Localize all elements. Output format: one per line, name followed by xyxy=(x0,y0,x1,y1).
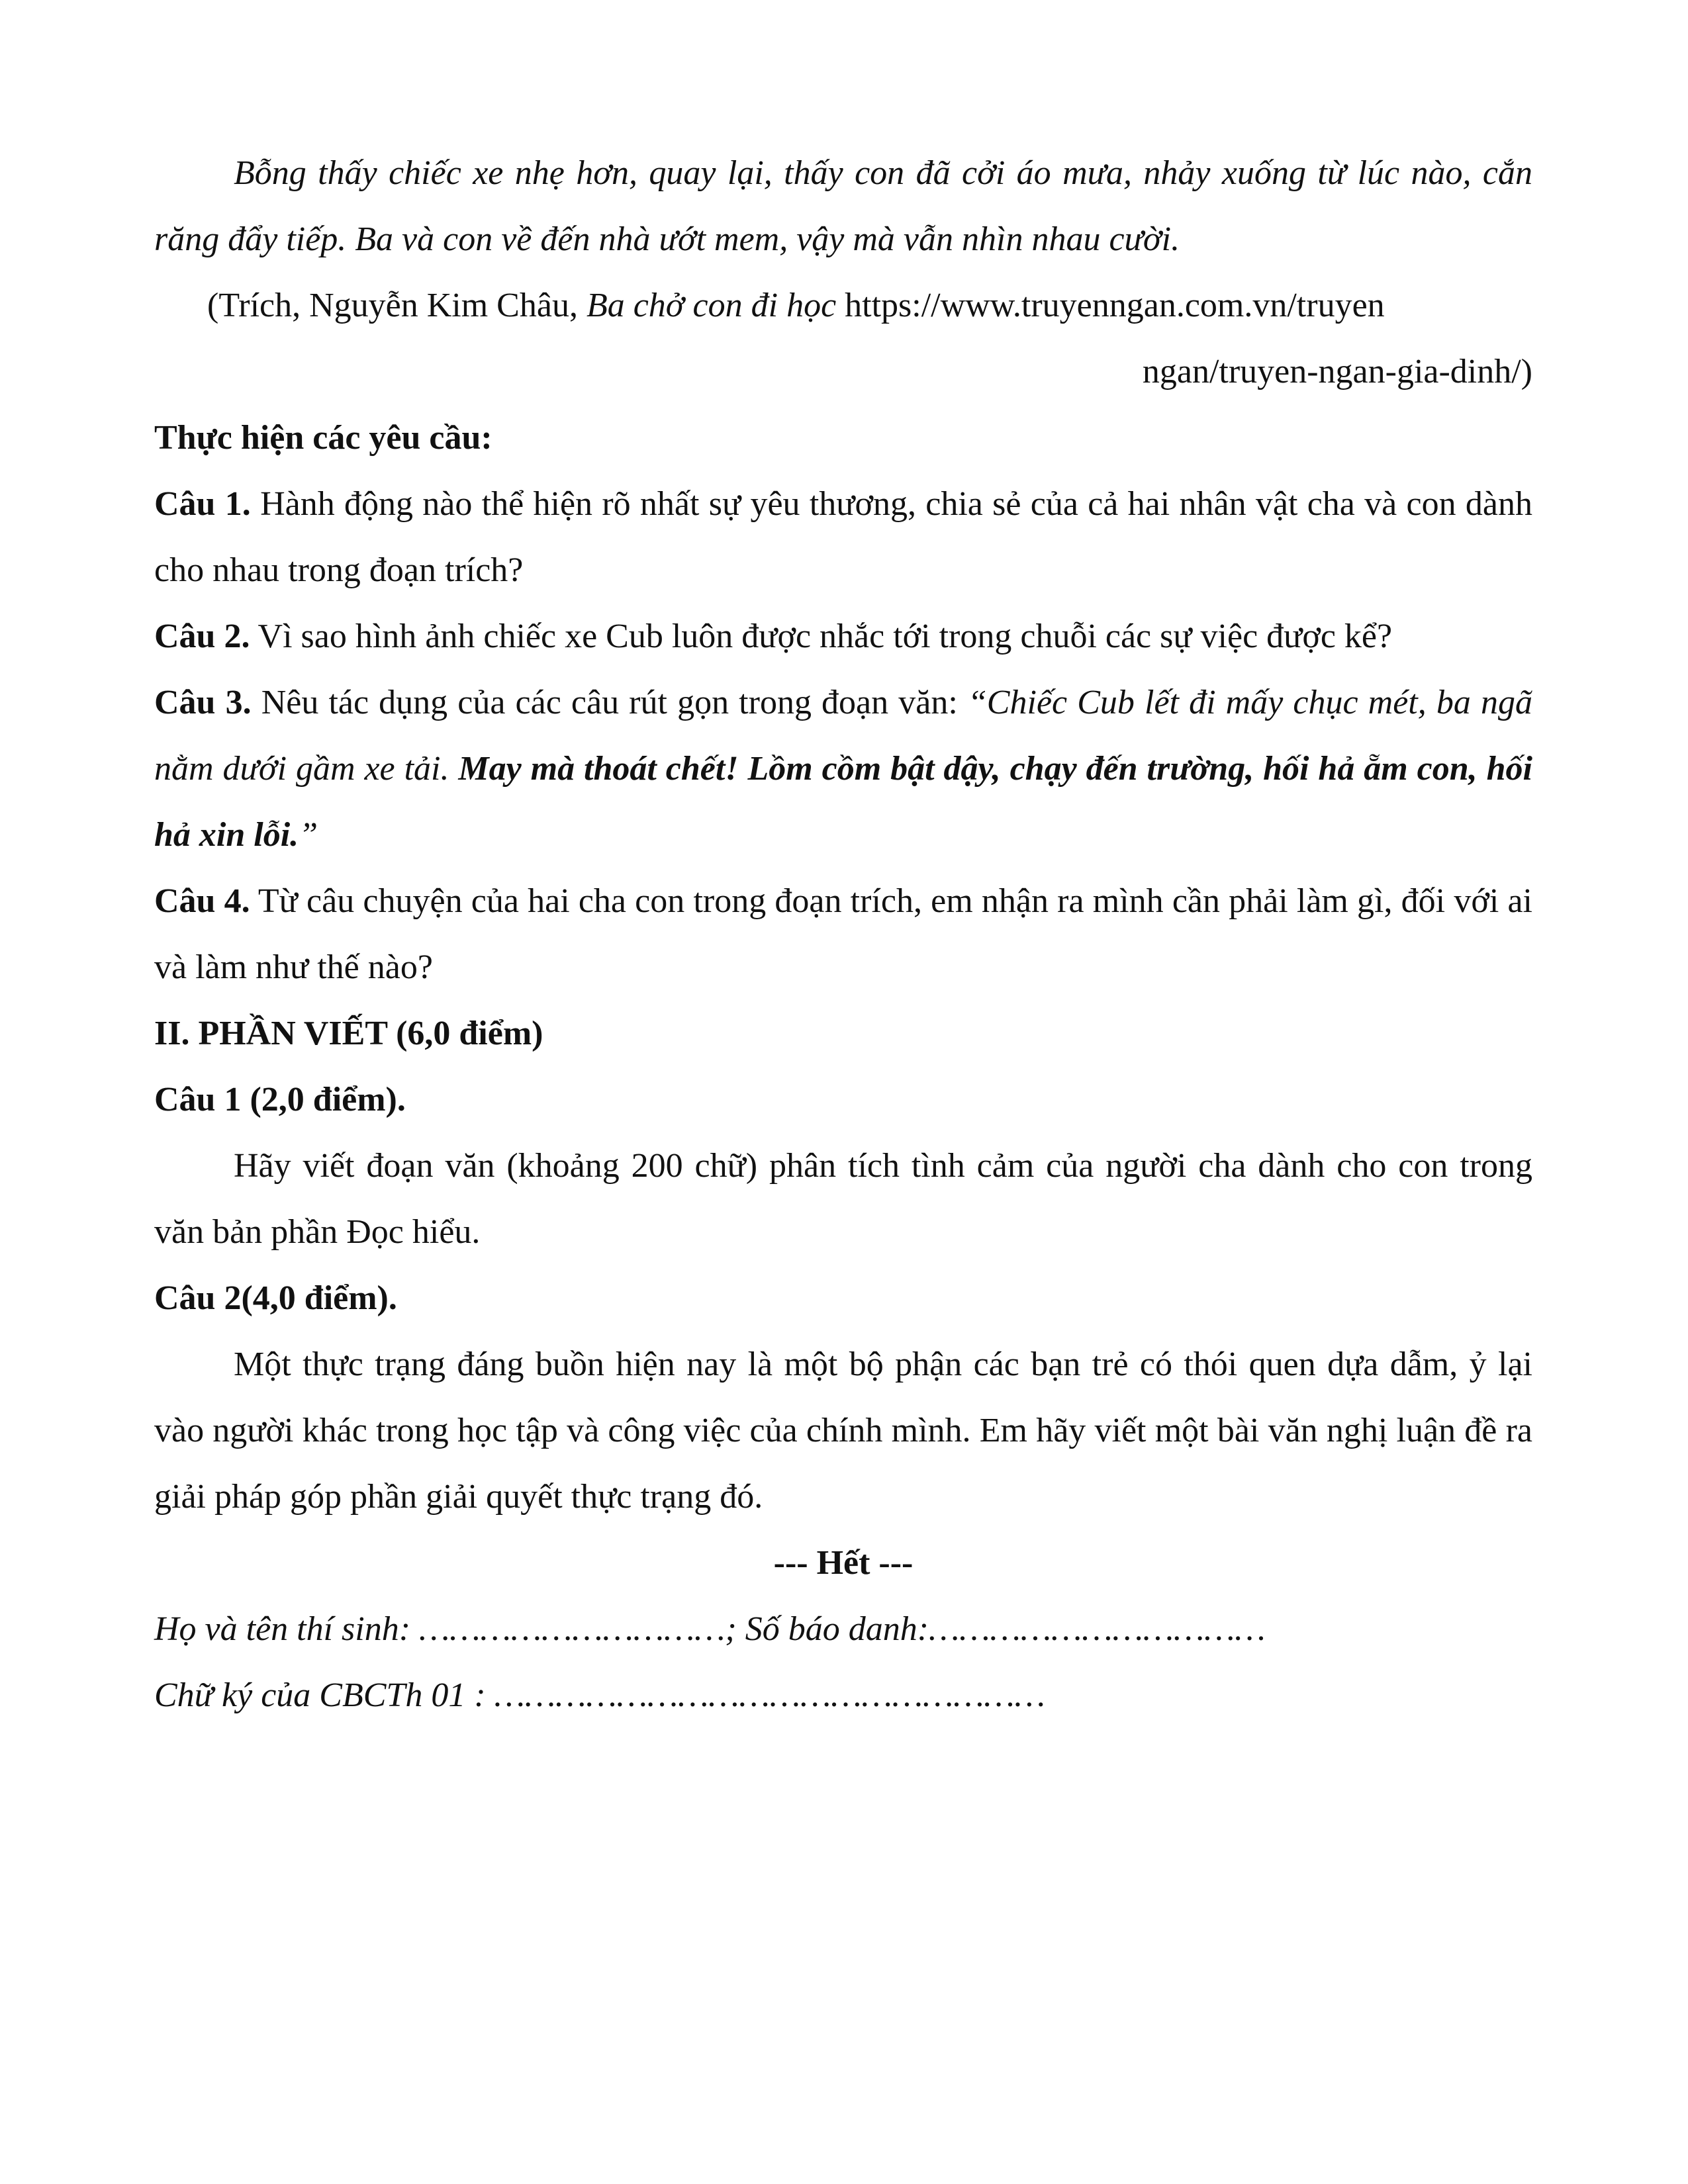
question-3-quote-end: ” xyxy=(299,816,318,854)
question-4 xyxy=(154,868,1532,1001)
question-1 xyxy=(154,471,1532,604)
end-mark: --- Hết --- xyxy=(773,1544,914,1582)
writing-q1-heading: Câu 1 (2,0 điểm). xyxy=(154,1081,406,1118)
question-2 xyxy=(154,604,1532,670)
question-4-text: Từ câu chuyện của hai cha con trong đoạn trích, em nhận ra mình cần phải làm gì, đối với ai và làm như thế nào? xyxy=(154,882,1532,986)
question-1-text: Hành động nào thể hiện rõ nhất sự yêu thương, chia sẻ của cả hai nhân vật cha và con dành cho nhau trong đoạn trích? xyxy=(154,485,1532,589)
question-3 xyxy=(154,670,1532,868)
question-2-text: Vì sao hình ảnh chiếc xe Cub luôn được nhắc tới trong chuỗi các sự việc được kể? xyxy=(250,617,1393,655)
citation-title: Ba chở con đi học xyxy=(586,287,837,324)
question-3-text: Nêu tác dụng của các câu rút gọn trong đoạn văn: xyxy=(251,684,968,721)
writing-section-heading: II. PHẦN VIẾT (6,0 điểm) xyxy=(154,1015,543,1052)
excerpt-paragraph: Bỗng thấy chiếc xe nhẹ hơn, quay lại, thấy con đã cởi áo mưa, nhảy xuống từ lúc nào, cắn răng đẩy tiếp. Ba và con về đến nhà ướt mem, vậy mà vẫn nhìn nhau cười. xyxy=(154,154,1532,258)
question-2-label: Câu 2. xyxy=(154,617,250,655)
candidate-info-line: Họ và tên thí sinh: …………………………; Số báo danh:…………………………… xyxy=(154,1610,1266,1648)
citation-url-part1: https://www.truyenngan.com.vn/truyen xyxy=(836,287,1385,324)
writing-q2-heading: Câu 2(4,0 điểm). xyxy=(154,1279,397,1317)
excerpt-citation xyxy=(154,273,1532,339)
question-3-quote-bold: May mà thoát chết! Lồm cồm bật dậy, chạy đến trường, hối hả ẵm con, hối hả xin lỗi. xyxy=(154,750,1532,854)
question-3-label: Câu 3. xyxy=(154,684,252,721)
exam-page xyxy=(154,140,1532,1729)
reading-tasks-heading: Thực hiện các yêu cầu: xyxy=(154,419,492,457)
writing-q2-text: Một thực trạng đáng buồn hiện nay là một bộ phận các bạn trẻ có thói quen dựa dẫm, ỷ lại vào người khác trong học tập và công việc của chính mình. Em hãy viết một bài văn nghị luận đề ra giải pháp góp phần giải quyết thực trạng đó. xyxy=(154,1345,1532,1516)
citation-url-part2: ngan/truyen-ngan-gia-dinh/) xyxy=(1142,353,1532,390)
citation-prefix: (Trích, Nguyễn Kim Châu, xyxy=(207,287,586,324)
writing-q1-text: Hãy viết đoạn văn (khoảng 200 chữ) phân tích tình cảm của người cha dành cho con trong văn bản phần Đọc hiểu. xyxy=(154,1147,1532,1251)
question-1-label: Câu 1. xyxy=(154,485,251,523)
question-3-quote-italic: “Chiếc Cub lết đi mấy chục mét, ba ngã nằm dưới gầm xe tải. xyxy=(154,684,1532,788)
proctor-signature-line: Chữ ký của CBCTh 01 : ……………………………………………… xyxy=(154,1676,1045,1714)
question-4-label: Câu 4. xyxy=(154,882,250,920)
